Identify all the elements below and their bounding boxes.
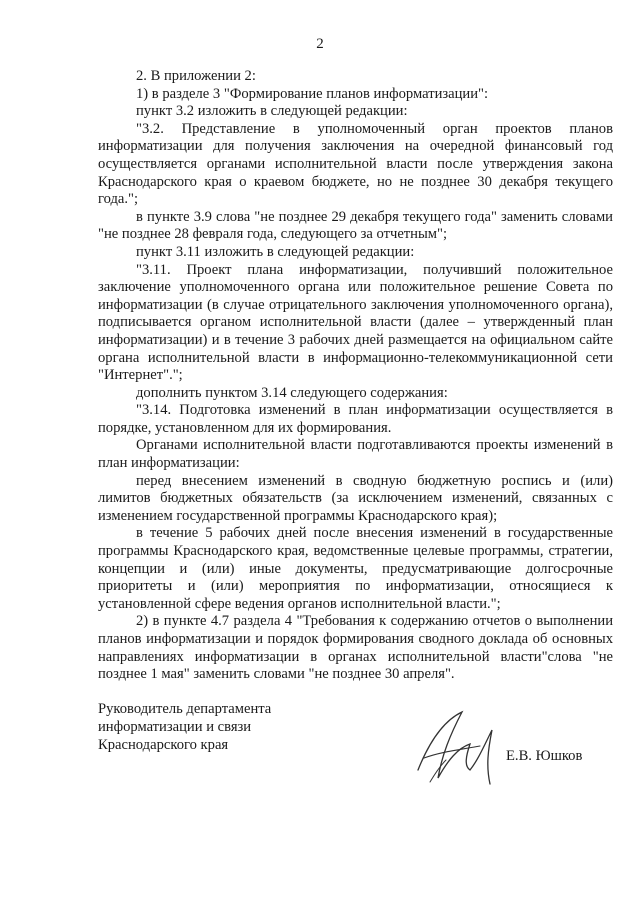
signatory-name: Е.В. Юшков <box>506 748 583 764</box>
position-line: Руководитель департамента <box>98 701 272 717</box>
document-body <box>98 68 613 684</box>
paragraph: в пункте 3.9 слова "не позднее 29 декабря текущего года" заменить словами "не позднее 28 февраля года, следующего за отчетным"; <box>98 208 613 243</box>
handwritten-signature <box>400 700 510 790</box>
signatory-position <box>98 700 328 754</box>
paragraph: пункт 3.11 изложить в следующей редакции: <box>136 243 415 260</box>
page-number: 2 <box>316 36 324 52</box>
paragraph: 2) в пункте 4.7 раздела 4 "Требования к содержанию отчетов о выполнении планов информатизации и порядок формирования сводного доклада об основных направлениях информатизации в органах исполнительной власти"слова "не позднее 1 мая" заменить словами "не позднее 30 апреля". <box>98 613 613 683</box>
paragraph: перед внесением изменений в сводную бюджетную роспись и (или) лимитов бюджетных обязательств (за исключением изменений, связанных с изменением государственной программы Краснодарского края); <box>98 472 613 524</box>
position-line: информатизации и связи <box>98 719 252 735</box>
position-line: Краснодарского края <box>98 737 229 753</box>
paragraph: "3.2. Представление в уполномоченный орган проектов планов информатизации для получения заключения на очередной финансовый год осуществляется органами исполнительной власти после утверждения закона Краснодарского края о краевом бюджете, но не позднее 30 декабря текущего года."; <box>98 120 613 208</box>
paragraph: 2. В приложении 2: <box>136 68 256 84</box>
paragraph: Органами исполнительной власти подготавливаются проекты изменений в план информатизации: <box>98 437 613 472</box>
paragraph: 1) в разделе 3 "Формирование планов информатизации": <box>136 85 489 102</box>
paragraph: "3.11. Проект плана информатизации, получивший положительное заключение уполномоченного органа или положительное решение Совета по информатизации (в случае отрицательного заключения уполномоченного органа), подписывается органом исполнительной власти (далее – утвержденный план информатизации) и в течение 3 рабочих дней размещается на официальном сайте органа исполнительной власти в информационно-телекоммуникационной сети "Интернет"."; <box>98 261 613 384</box>
paragraph: пункт 3.2 изложить в следующей редакции: <box>136 103 408 120</box>
paragraph: в течение 5 рабочих дней после внесения изменений в государственные программы Краснодарского края, ведомственные целевые программы, стратегии, концепции и (или) иные документы, предусматривающие долгосрочные приоритеты и (или) мероприятия по информатизации, относящиеся к установленной сфере ведения органов исполнительной власти."; <box>98 525 613 612</box>
paragraph: дополнить пунктом 3.14 следующего содержания: <box>136 384 448 401</box>
paragraph: "3.14. Подготовка изменений в план информатизации осуществляется в порядке, установленном для их формирования. <box>98 402 613 436</box>
